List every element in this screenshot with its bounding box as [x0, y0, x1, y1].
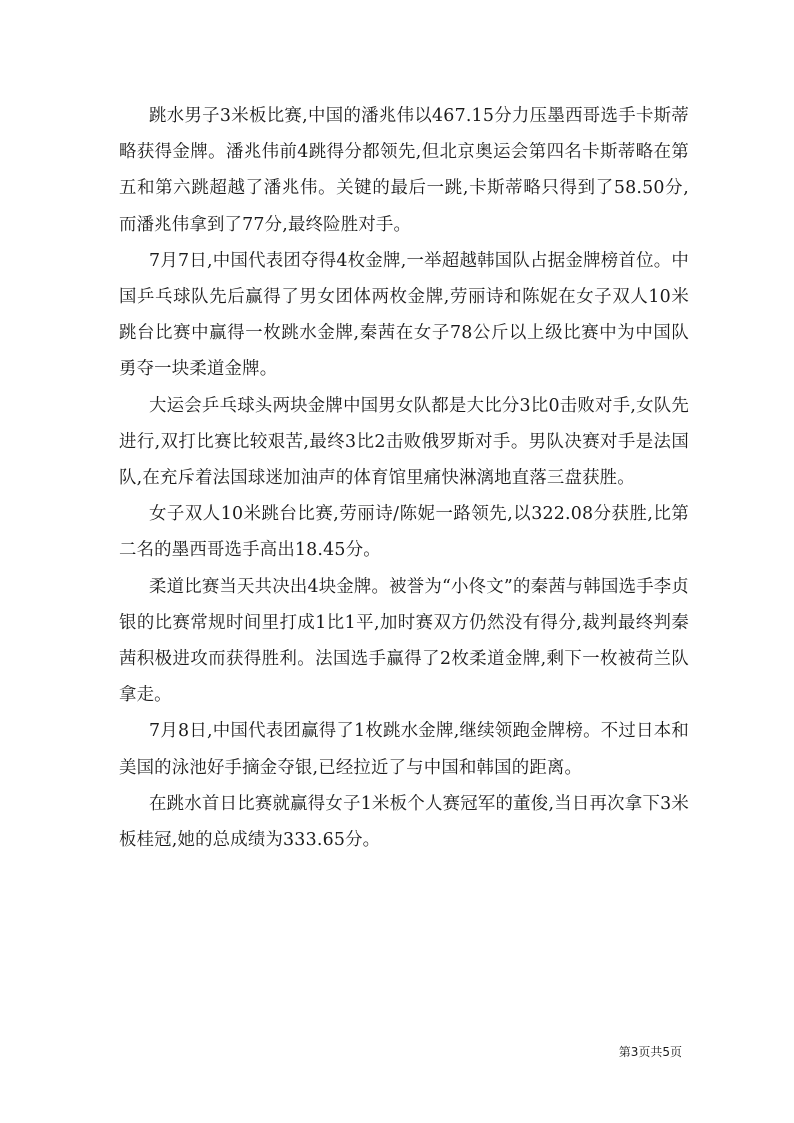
paragraph-diving-3m-men: 跳水男子3米板比赛,中国的潘兆伟以467.15分力压墨西哥选手卡斯蒂略获得金牌。潘兆伟前4跳得分都领先,但北京奥运会第四名卡斯蒂略在第五和第六跳超越了潘兆伟。关键的最后一跳,卡斯蒂略只得到了58.50分,而潘兆伟拿到了77分,最终险胜对手。	[119, 106, 689, 235]
paragraph-july-8: 7月8日,中国代表团赢得了1枚跳水金牌,继续领跑金牌榜。不过日本和美国的泳池好手摘金夺银,已经拉近了与中国和韩国的距离。	[119, 721, 689, 778]
article-body	[119, 98, 689, 858]
paragraph-july-7: 7月7日,中国代表团夺得4枚金牌,一举超越韩国队占据金牌榜首位。中国乒乓球队先后赢得了男女团体两枚金牌,劳丽诗和陈妮在女子双人10米跳台比赛中赢得一枚跳水金牌,秦茜在女子78公斤以上级比赛中为中国队勇夺一块柔道金牌。	[119, 250, 689, 380]
paragraph-judo: 柔道比赛当天共决出4块金牌。被誉为“小佟文”的秦茜与韩国选手李贞银的比赛常规时间里打成1比1平,加时赛双方仍然没有得分,裁判最终判秦茜积极进攻而获得胜利。法国选手赢得了2枚柔道金牌,剩下一枚被荷兰队拿走。	[119, 576, 689, 706]
paragraph-diving-3m-women: 在跳水首日比赛就赢得女子1米板个人赛冠军的董俊,当日再次拿下3米板桂冠,她的总成绩为333.65分。	[119, 793, 689, 851]
paragraph-synchro-10m: 女子双人10米跳台比赛,劳丽诗/陈妮一路领先,以322.08分获胜,比第二名的墨西哥选手高出18.45分。	[119, 504, 689, 561]
page-number: 第3页共5页	[618, 1045, 682, 1059]
paragraph-table-tennis: 大运会乒乓球头两块金牌中国男女队都是大比分3比0击败对手,女队先进行,双打比赛比较艰苦,最终3比2击败俄罗斯对手。男队决赛对手是法国队,在充斥着法国球迷加油声的体育馆里痛快淋漓地直落三盘获胜。	[119, 395, 689, 489]
